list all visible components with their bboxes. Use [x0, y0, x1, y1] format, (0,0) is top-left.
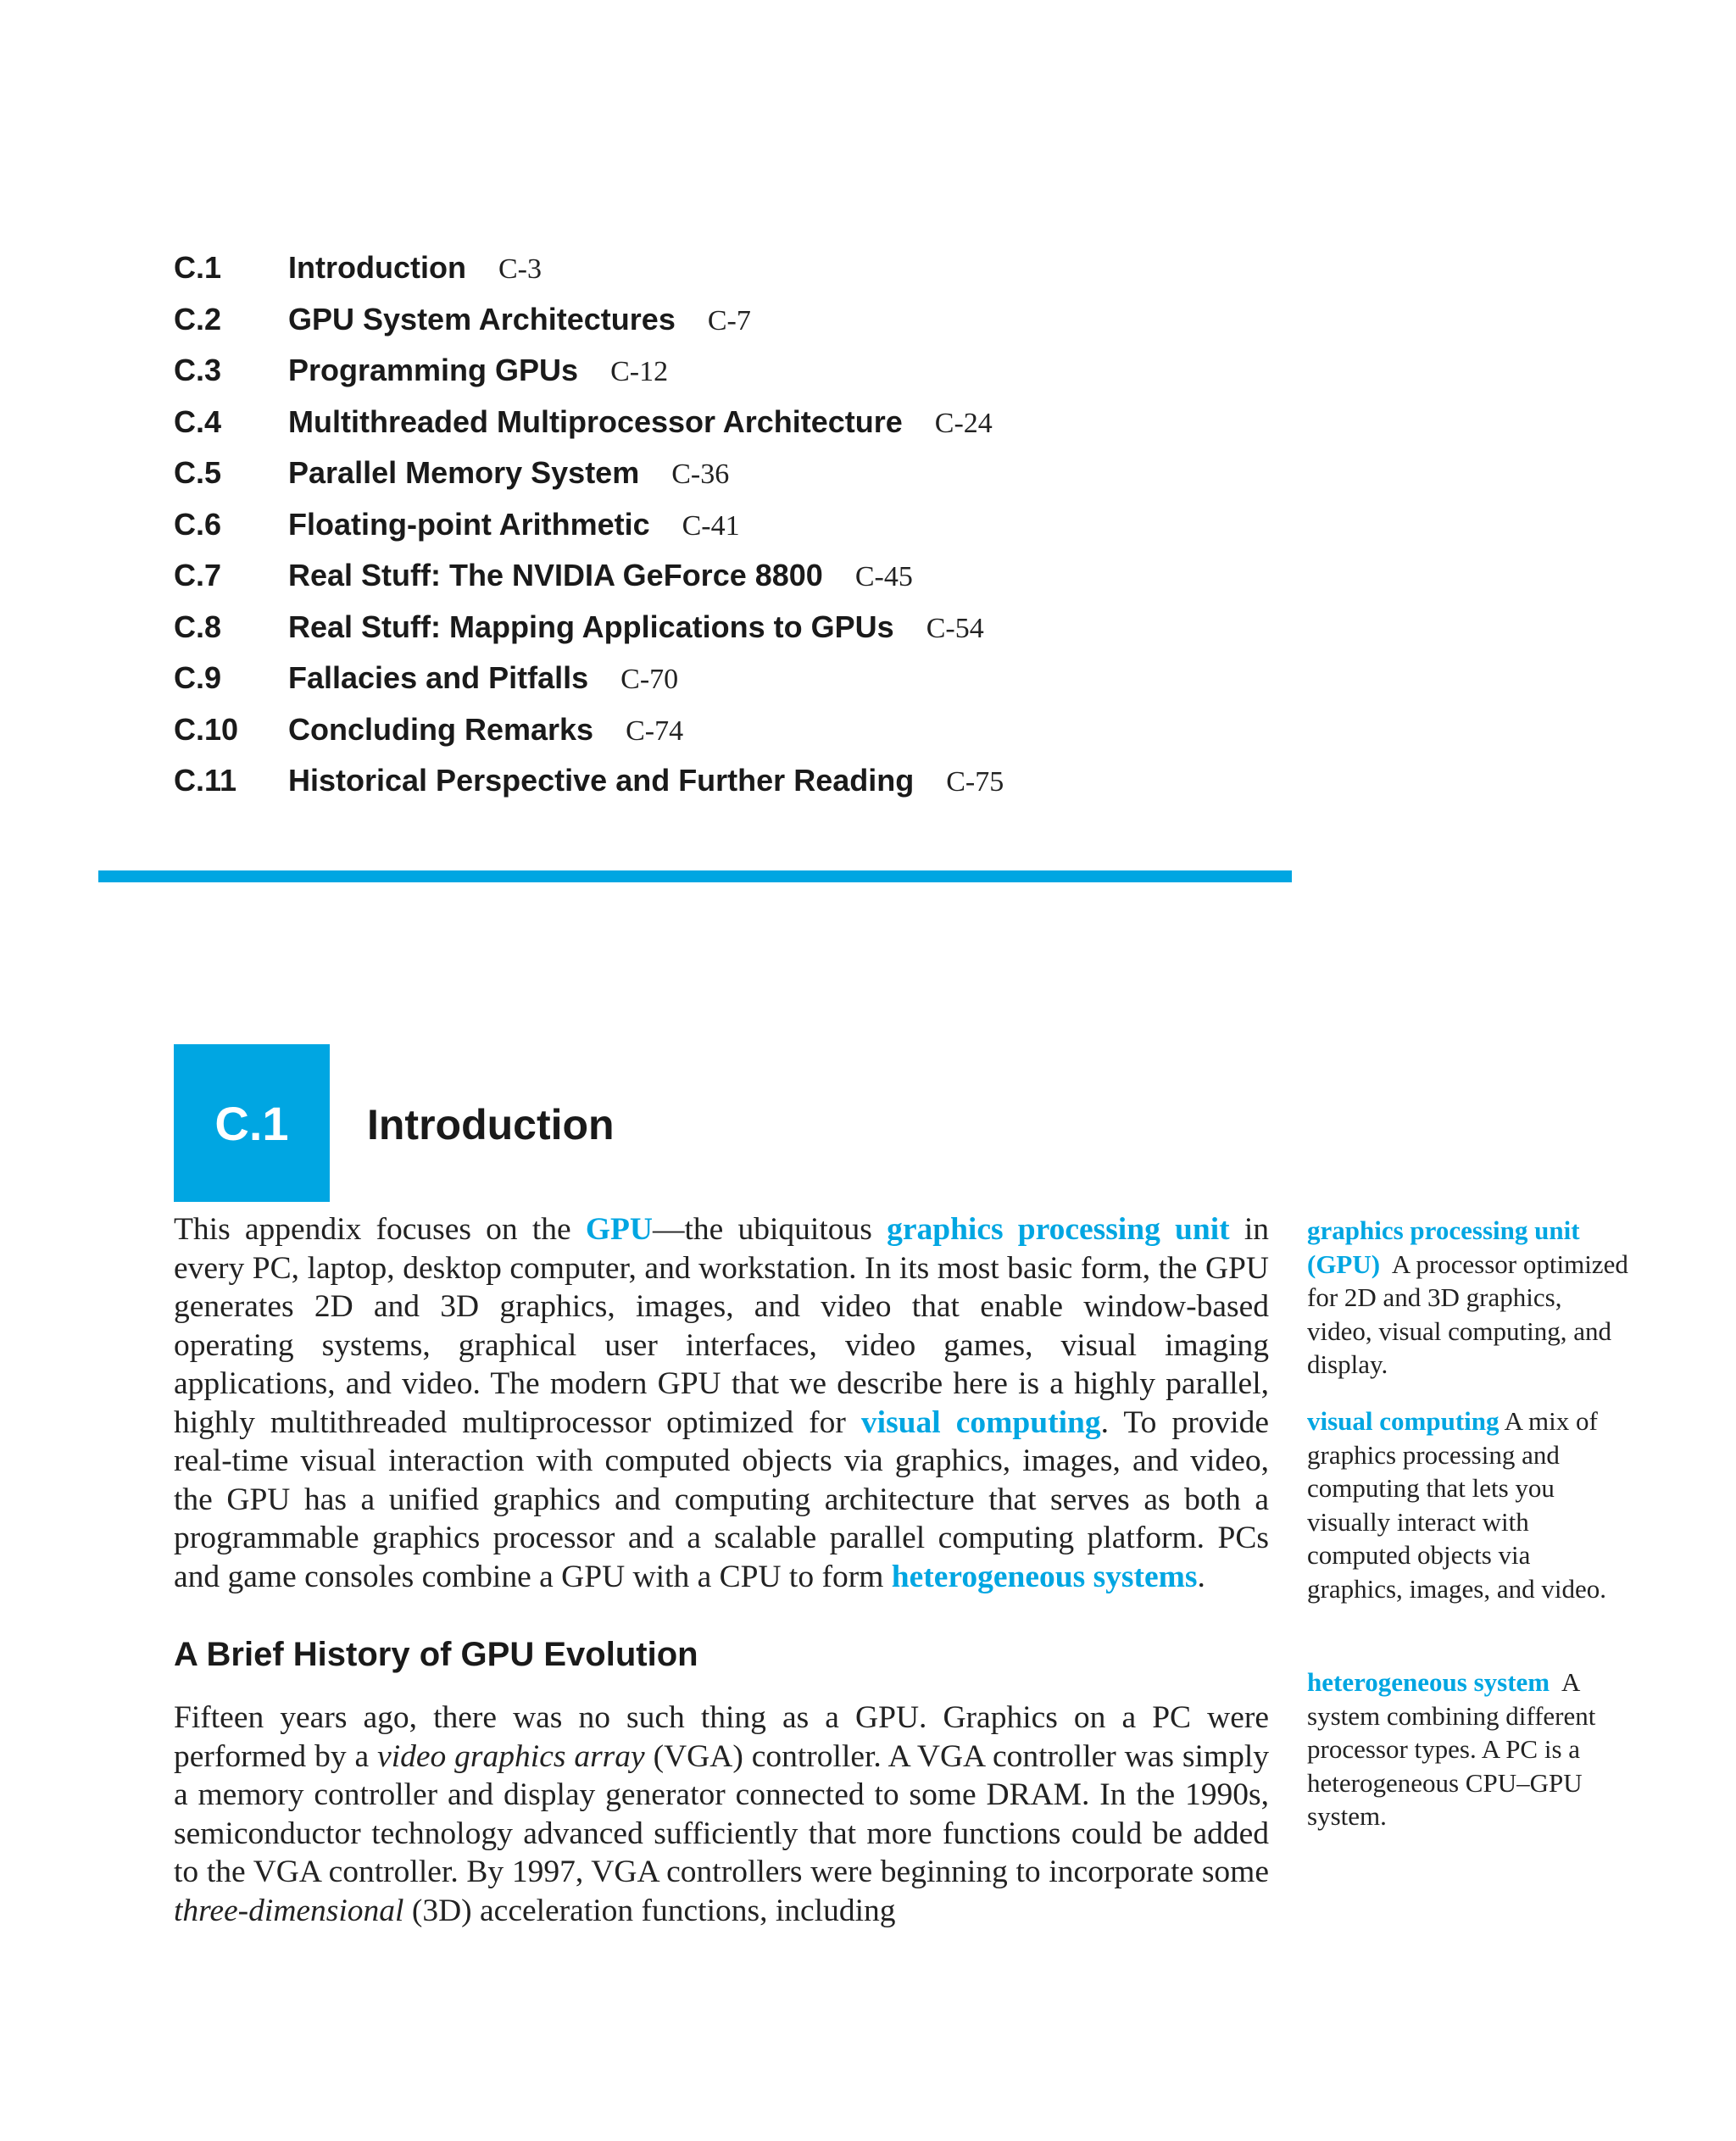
toc-page: C-54: [926, 612, 984, 644]
toc-title: Fallacies and Pitfalls: [288, 660, 589, 695]
key-term-gpu: GPU: [585, 1212, 654, 1247]
toc-page: C-75: [946, 766, 1004, 798]
text-run: —the ubiquitous: [653, 1212, 887, 1247]
toc-number: C.2: [174, 301, 222, 336]
toc-page: C-45: [854, 561, 913, 592]
toc-title: Programming GPUs: [288, 353, 579, 387]
text-run: .: [1197, 1559, 1205, 1594]
key-term-heterogeneous-systems: heterogeneous systems: [891, 1559, 1198, 1594]
text-run: (VGA) controller. A VGA controller was simply a memory controller and display generator connected to some DRAM. In the 1990s, semiconductor technology advanced sufficiently that more functions could be added to the VGA controller. By 1997, VGA controllers were beginning to incorporate some: [174, 1738, 1269, 1889]
toc-page: C-7: [707, 304, 751, 336]
margin-note-definition: A system combining different processor types. A PC is a heterogeneous CPU–GPU system.: [1307, 1667, 1596, 1831]
toc-title: GPU System Architectures: [288, 301, 676, 336]
toc-number: C.4: [174, 403, 222, 439]
toc-number: C.10: [174, 711, 239, 747]
italic-term: video graphics array: [377, 1738, 645, 1774]
subheading: A Brief History of GPU Evolution: [174, 1636, 698, 1673]
key-term-visual-computing: visual computing: [860, 1404, 1101, 1440]
toc-entry[interactable]: [174, 660, 1293, 712]
table-of-contents: [174, 250, 1293, 815]
text-run: in every PC, laptop, desktop computer, and workstation. In its most basic form, the GPU generates 2D and 3D graphics, images, and video that enable window-based operating systems, graphical user interfaces, video games, visual imaging applications, and video. The modern GPU that we describe here is a highly parallel, highly multithreaded multiprocessor optimized for: [174, 1212, 1269, 1440]
toc-page: C-3: [498, 253, 542, 285]
margin-note-definition: A mix of graphics processing and computing that lets you visually interact with computed objects via graphics, images, and video.: [1307, 1406, 1606, 1604]
toc-entry[interactable]: [174, 507, 1293, 559]
toc-title: Multithreaded Multiprocessor Architecture: [288, 403, 903, 439]
margin-note-term: heterogeneous system: [1307, 1667, 1550, 1697]
margin-note: [1307, 1404, 1629, 1605]
toc-entry[interactable]: [174, 353, 1293, 404]
text-run: Fifteen years ago, there was no such thing as a GPU. Graphics on a PC were performed by a: [174, 1700, 1269, 1774]
body-paragraph: [174, 1699, 1269, 1930]
body-paragraph: [174, 1210, 1269, 1596]
toc-number: C.3: [174, 353, 222, 387]
toc-page: C-24: [934, 407, 993, 439]
section-number-box: [174, 1044, 330, 1202]
margin-note-definition: A processor optimized for 2D and 3D graphics, video, visual computing, and display.: [1307, 1248, 1628, 1379]
italic-term: three-dimensional: [174, 1893, 404, 1928]
text-run: This appendix focuses on the: [174, 1212, 586, 1247]
toc-title: Concluding Remarks: [288, 711, 594, 747]
toc-number: C.6: [174, 506, 222, 542]
toc-title: Real Stuff: The NVIDIA GeForce 8800: [288, 558, 823, 592]
section-title: Introduction: [367, 1101, 615, 1148]
toc-number: C.8: [174, 609, 222, 644]
section-divider: [98, 870, 1292, 882]
toc-page: C-70: [620, 664, 679, 695]
toc-number: C.11: [174, 763, 237, 798]
toc-number: C.1: [174, 250, 222, 285]
toc-number: C.7: [174, 558, 222, 592]
margin-note: [1307, 1214, 1629, 1382]
toc-entry[interactable]: [174, 712, 1293, 764]
toc-title: Introduction: [288, 250, 466, 285]
toc-entry[interactable]: [174, 302, 1293, 353]
text-run: . To provide real-time visual interaction with computed objects via graphics, images, and video, the GPU has a unified graphics and computing architecture that serves as both a programmable graphics processor and a scalable parallel computing platform. PCs and game consoles combine a GPU with a CPU to form: [174, 1404, 1269, 1594]
toc-title: Historical Perspective and Further Reading: [288, 763, 915, 798]
toc-number: C.5: [174, 455, 222, 490]
toc-entry[interactable]: [174, 455, 1293, 507]
toc-entry[interactable]: [174, 404, 1293, 456]
toc-title: Real Stuff: Mapping Applications to GPUs: [288, 609, 894, 644]
margin-note: [1307, 1666, 1629, 1833]
key-term-graphics-processing-unit: graphics processing unit: [887, 1212, 1230, 1247]
toc-number: C.9: [174, 660, 222, 695]
toc-entry[interactable]: [174, 250, 1293, 302]
toc-entry[interactable]: [174, 558, 1293, 609]
toc-page: C-36: [671, 459, 730, 490]
margin-note-term: graphics processing unit (GPU): [1307, 1215, 1580, 1279]
section-number: C.1: [214, 1096, 289, 1150]
toc-entry[interactable]: [174, 763, 1293, 815]
toc-title: Parallel Memory System: [288, 455, 640, 490]
margin-note-term: visual computing: [1307, 1406, 1500, 1436]
toc-page: C-41: [682, 509, 740, 542]
toc-page: C-74: [626, 715, 684, 747]
toc-page: C-12: [610, 356, 669, 387]
toc-title: Floating-point Arithmetic: [288, 506, 650, 542]
toc-entry[interactable]: [174, 609, 1293, 661]
text-run: (3D) acceleration functions, including: [403, 1893, 896, 1928]
